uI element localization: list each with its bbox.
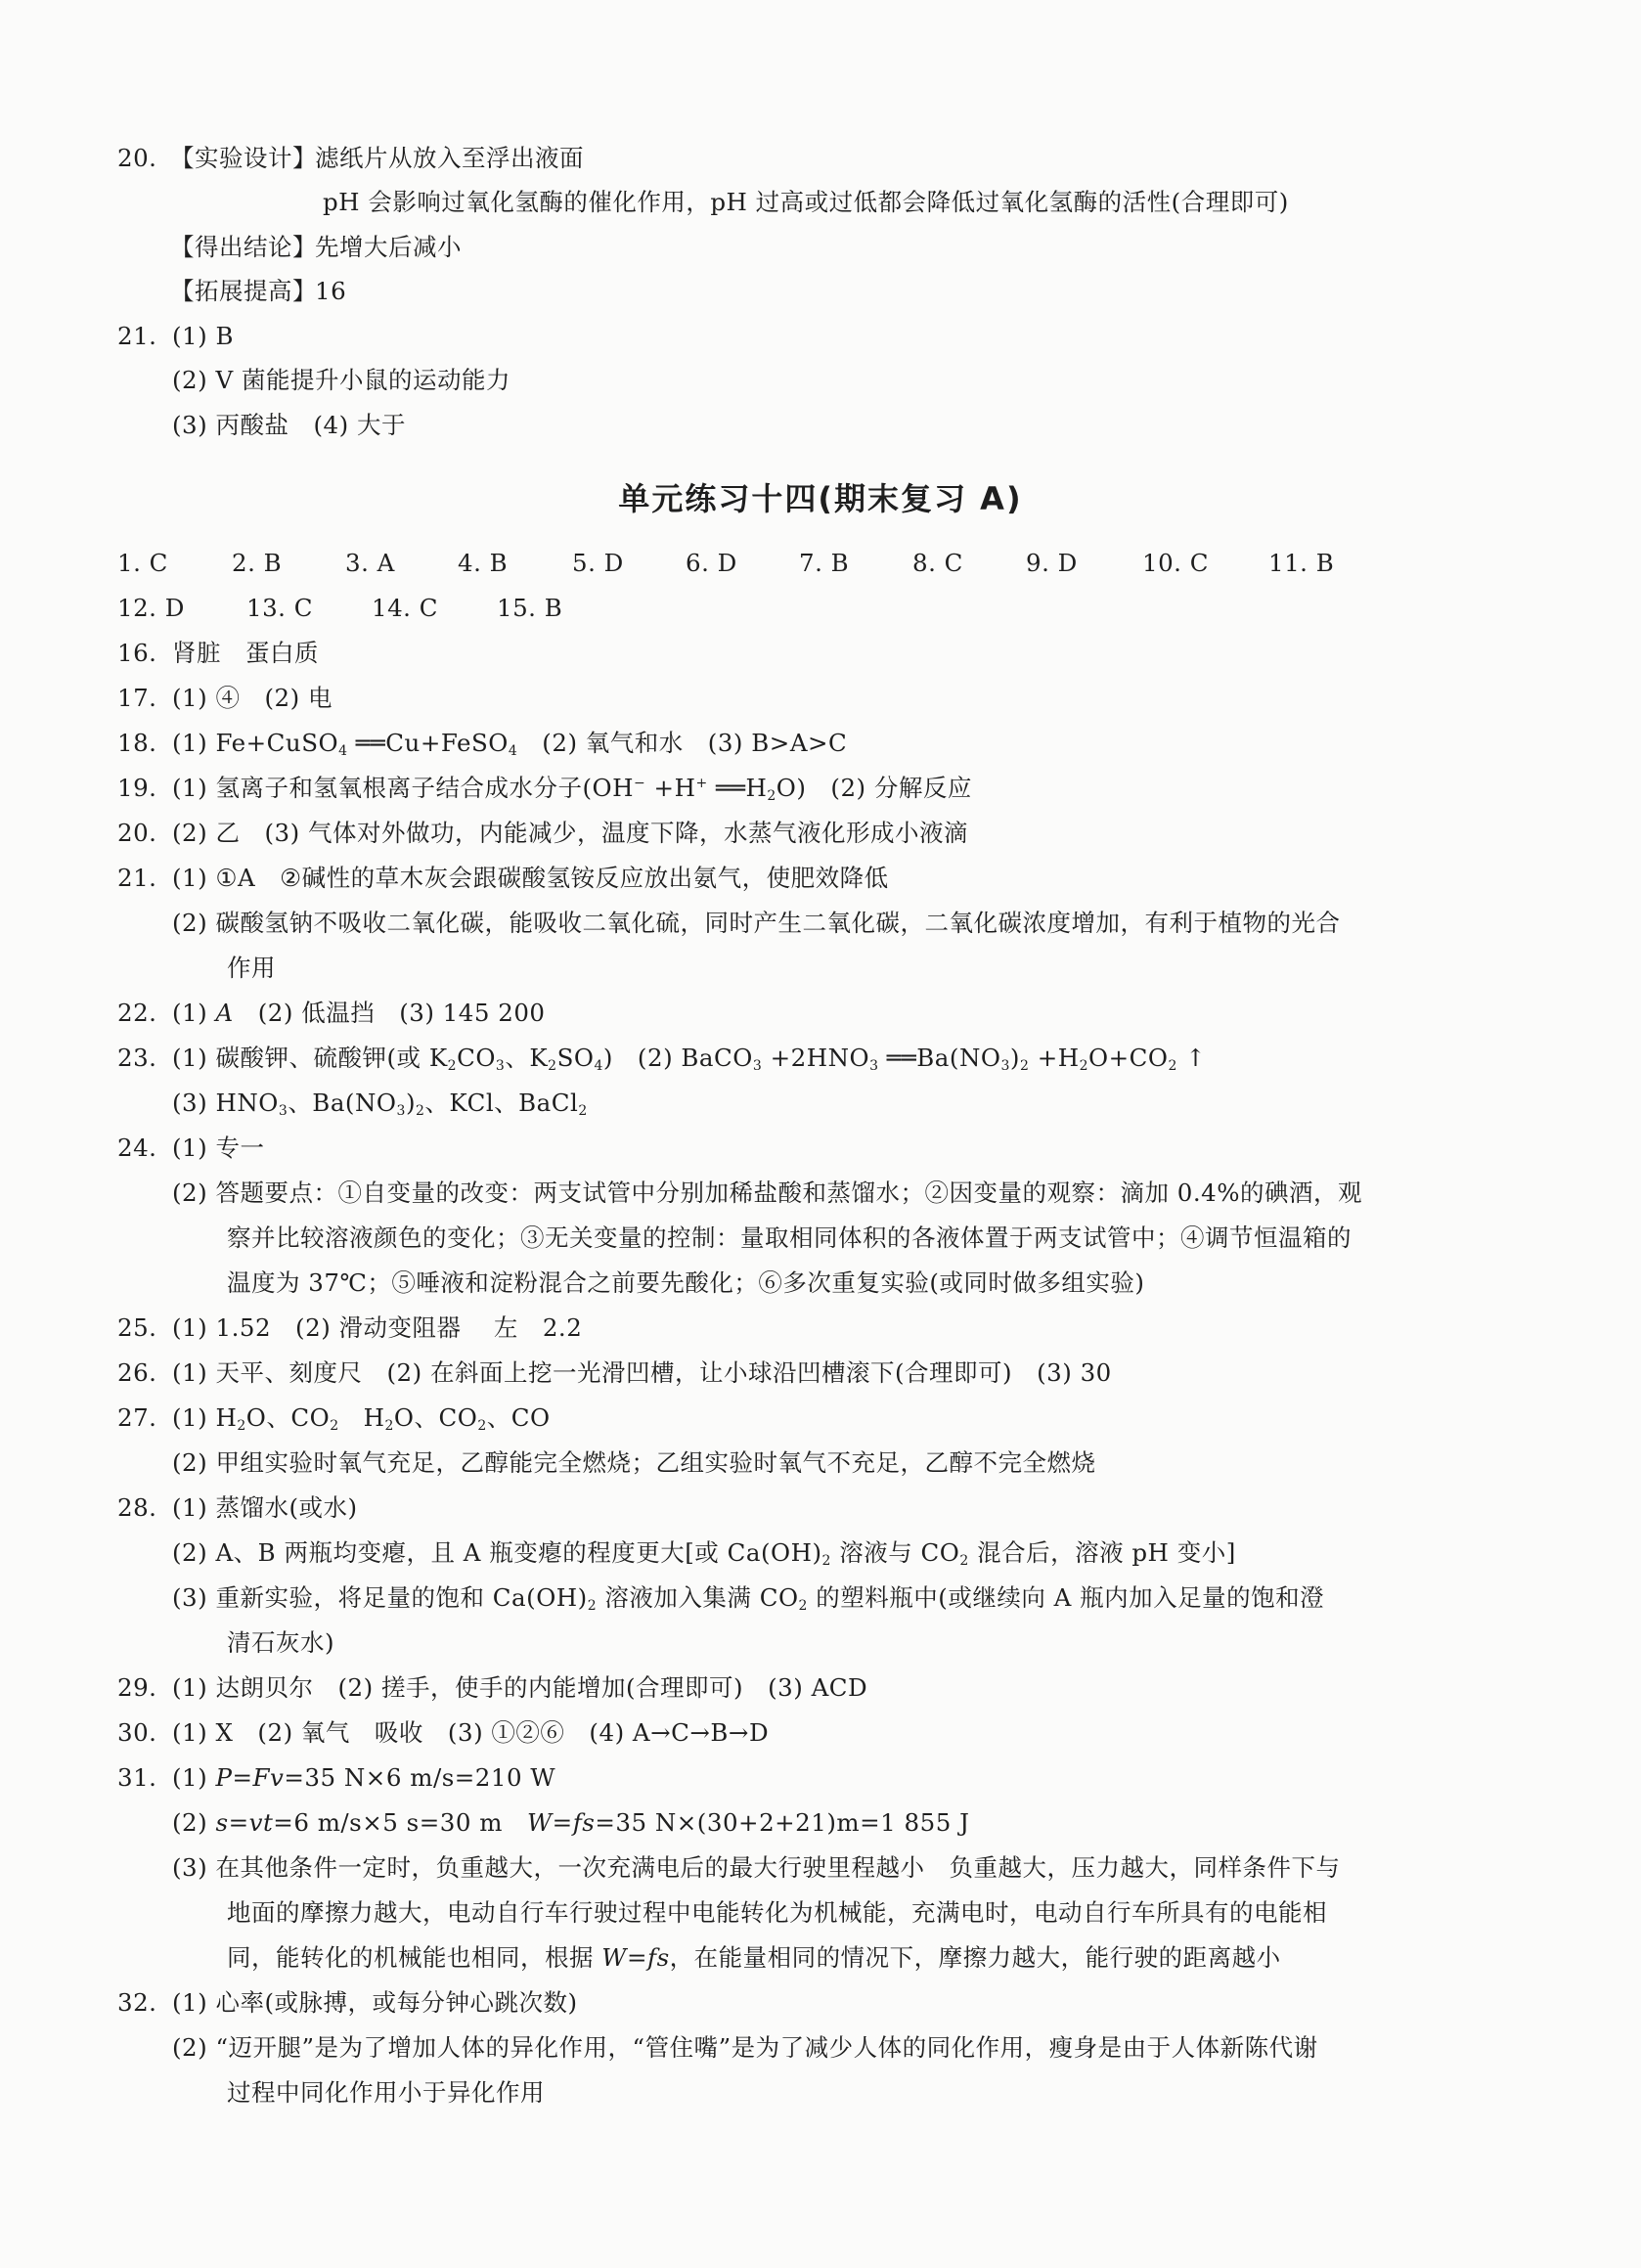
answer-text: 察并比较溶液颜色的变化；③无关变量的控制：量取相同体积的各液体置于两支试管中；④调节恒温箱的 [227, 1223, 1352, 1252]
question-number: 30. [117, 1718, 157, 1747]
answer-text: (2) 甲组实验时氧气充足，乙醇能完全燃烧；乙组实验时氧气不充足，乙醇不完全燃烧 [172, 1448, 1096, 1477]
question-number: 26. [117, 1358, 157, 1387]
answer-text: (1) A (2) 低温挡 (3) 145 200 [172, 999, 546, 1027]
answer-text: (1) X (2) 氧气 吸收 (3) ①②⑥ (4) A→C→B→D [172, 1718, 770, 1747]
answer-text: (2) 乙 (3) 气体对外做功，内能减少，温度下降，水蒸气液化形成小液滴 [172, 819, 968, 847]
answer-text: 作用 [227, 954, 276, 982]
answer-text: (2) 答题要点：①自变量的改变：两支试管中分别加稀盐酸和蒸馏水；②因变量的观察：滴加 0.4%的碘酒，观 [172, 1178, 1363, 1207]
answer-text: 清石灰水) [227, 1628, 335, 1657]
answer-text: 过程中同化作用小于异化作用 [227, 2078, 545, 2107]
answer-text: 地面的摩擦力越大，电动自行车行驶过程中电能转化为机械能，充满电时，电动自行车所具有的电能相 [227, 1898, 1327, 1927]
mc-answer: 13. C [246, 594, 313, 622]
question-number: 23. [117, 1044, 157, 1072]
question-number: 31. [117, 1763, 157, 1792]
answer-text: (3) 重新实验，将足量的饱和 $Ca(OH)_2$ 溶液加入集满 $CO_2$ 的塑料瓶中(或继续向 A 瓶内加入足量的饱和澄 [172, 1583, 1325, 1614]
mc-answer: 12. D [117, 594, 185, 622]
answer-text: (1) Fe+CuSO$_4$ ══Cu+FeSO$_4$ (2) 氧气和水 (3) B>A>C [172, 729, 848, 759]
answer-text: (1) 碳酸钾、硫酸钾(或 $K_2CO_3$、$K_2SO_4$) (2) BaCO$_3$ $+2HNO_3$ $══Ba(NO_3)_2 +H_2O+CO_2$ ↑ [172, 1044, 1207, 1074]
mc-answer: 15. B [497, 594, 563, 622]
mc-answer: 2. B [232, 549, 283, 577]
answer-text: (3) 在其他条件一定时，负重越大，一次充满电后的最大行驶里程越小 负重越大，压力越大，同样条件下与 [172, 1853, 1341, 1882]
answer-text: (1) ④ (2) 电 [172, 684, 333, 712]
mc-answer: 11. B [1268, 549, 1335, 577]
question-number: 29. [117, 1673, 157, 1702]
answer-text: (1) 专一 [172, 1134, 265, 1162]
answer-text: (1) 达朗贝尔 (2) 搓手，使手的内能增加(合理即可) (3) ACD [172, 1673, 868, 1702]
extend-label: 【拓展提高】 [170, 277, 317, 305]
question-number: 19. [117, 774, 157, 802]
answer-text: (1) 1.52 (2) 滑动变阻器 左 2.2 [172, 1313, 583, 1342]
conclusion-label: 【得出结论】 [170, 233, 317, 261]
question-number: 27. [117, 1403, 157, 1432]
answer-text: (3) 丙酸盐 (4) 大于 [172, 411, 406, 439]
answer-text: (1) 心率(或脉搏，或每分钟心跳次数) [172, 1988, 578, 2017]
answer-text: (2) “迈开腿”是为了增加人体的异化作用，“管住嘴”是为了减少人体的同化作用，瘦身是由于人体新陈代谢 [172, 2033, 1318, 2062]
answer-text: 肾脏 蛋白质 [172, 639, 319, 667]
answer-text: (2) s=vt=6 m/s×5 s=30 m W=fs=35 N×(30+2+21)m=1 855 J [172, 1808, 970, 1837]
question-number: 18. [117, 729, 157, 757]
answer-text: 同，能转化的机械能也相同，根据 W=fs，在能量相同的情况下，摩擦力越大，能行驶的距离越小 [227, 1943, 1281, 1972]
extend-text: 16 [315, 277, 347, 305]
mc-answer: 1. C [117, 549, 168, 577]
answer-text: (1) 氢离子和氢氧根离子结合成水分子(OH− +H+ $══H_2O$) (2) 分解反应 [172, 774, 972, 804]
answer-text: (1) ①A ②碱性的草木灰会跟碳酸氢铵反应放出氨气，使肥效降低 [172, 864, 889, 892]
mc-answer: 7. B [799, 549, 850, 577]
answer-text: 温度为 37℃；⑤唾液和淀粉混合之前要先酸化；⑥多次重复实验(或同时做多组实验) [227, 1268, 1145, 1297]
mc-answer: 14. C [372, 594, 438, 622]
mc-answer: 6. D [686, 549, 737, 577]
question-number: 21. [117, 864, 157, 892]
question-number: 21. [117, 322, 157, 350]
question-number: 32. [117, 1988, 157, 2017]
design-label: 【实验设计】 [170, 144, 317, 172]
mc-answer: 10. C [1142, 549, 1209, 577]
mc-answer: 5. D [572, 549, 624, 577]
section-title: 单元练习十四(期末复习 A) [618, 480, 1023, 517]
question-number: 24. [117, 1134, 157, 1162]
ph-text: pH 会影响过氧化氢酶的催化作用，pH 过高或过低都会降低过氧化氢酶的活性(合理即可) [323, 188, 1289, 216]
answer-text: (1) P=Fv=35 N×6 m/s=210 W [172, 1763, 556, 1792]
mc-answer: 4. B [458, 549, 509, 577]
question-number: 16. [117, 639, 157, 667]
mc-answer: 8. C [912, 549, 963, 577]
design-text: 滤纸片从放入至浮出液面 [315, 144, 584, 172]
answer-text: (1) $H_2O$、$CO_2$ $H_2O$、$CO_2$、CO [172, 1403, 551, 1434]
answer-text: (1) 蒸馏水(或水) [172, 1493, 358, 1522]
answer-text: (2) 碳酸氢钠不吸收二氧化碳，能吸收二氧化硫，同时产生二氧化碳，二氧化碳浓度增加，有利于植物的光合 [172, 909, 1341, 937]
answer-text: (1) B [172, 322, 234, 350]
question-number: 20. [117, 144, 157, 172]
answer-text: (2) V 菌能提升小鼠的运动能力 [172, 366, 510, 394]
question-number: 17. [117, 684, 157, 712]
answer-text: (2) A、B 两瓶均变瘪，且 A 瓶变瘪的程度更大[或 $Ca(OH)_2$ 溶液与 $CO_2$ 混合后，溶液 pH 变小] [172, 1538, 1236, 1569]
question-number: 25. [117, 1313, 157, 1342]
question-number: 22. [117, 999, 157, 1027]
answer-text: (3) $HNO_3$、$Ba(NO_3)_2$、KCl、BaCl$_2$ [172, 1089, 588, 1119]
question-number: 28. [117, 1493, 157, 1522]
mc-answer: 3. A [345, 549, 395, 577]
conclusion-text: 先增大后减小 [315, 233, 462, 261]
mc-answer: 9. D [1026, 549, 1078, 577]
question-number: 20. [117, 819, 157, 847]
answer-text: (1) 天平、刻度尺 (2) 在斜面上挖一光滑凹槽，让小球沿凹槽滚下(合理即可) (3) 30 [172, 1358, 1112, 1387]
